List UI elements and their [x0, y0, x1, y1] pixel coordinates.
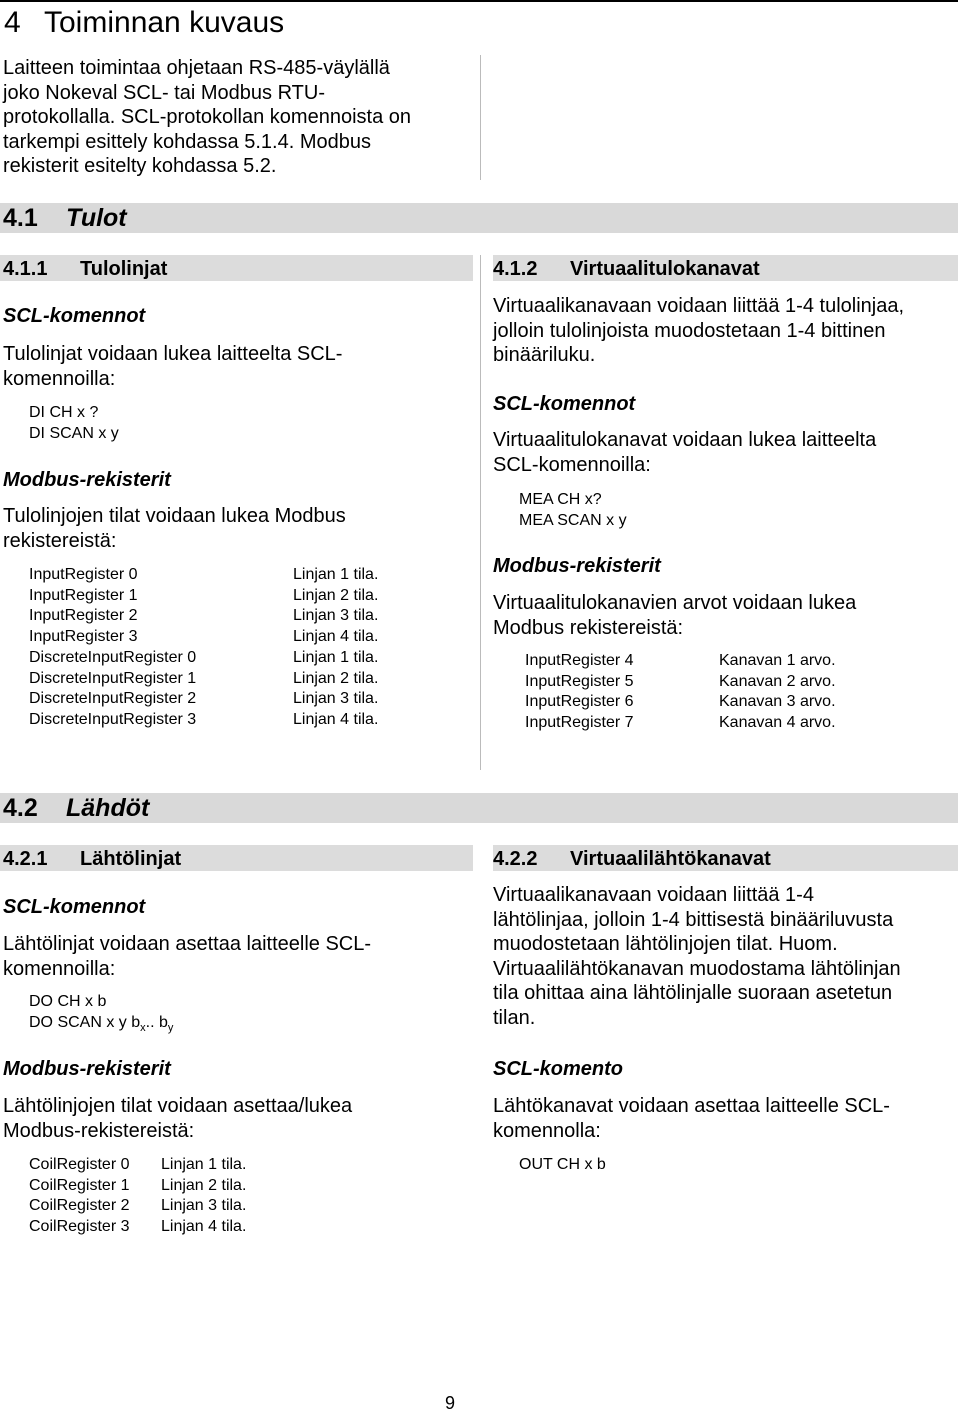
intro-line: tarkempi esittely kohdassa 5.1.4. Modbus [3, 130, 371, 153]
register-name: InputRegister 7 [525, 714, 634, 732]
text-line: komennoilla: [3, 957, 116, 980]
subsection-number: 4.1.1 [3, 258, 48, 280]
subsection-heading-4-1-1 [0, 255, 473, 281]
register-name: DiscreteInputRegister 3 [29, 710, 197, 728]
register-table [29, 565, 469, 735]
scl-command: DO CH x b [29, 993, 107, 1010]
register-name: InputRegister 2 [29, 607, 138, 625]
register-description: Kanavan 3 arvo. [719, 693, 836, 711]
register-name: CoilRegister 2 [29, 1197, 130, 1215]
scl-description [493, 428, 958, 477]
subscript: x [140, 1021, 146, 1034]
register-description: Linjan 3 tila. [293, 607, 379, 625]
subsection-title: Virtuaalitulokanavat [570, 258, 760, 280]
register-name: InputRegister 1 [29, 586, 138, 604]
register-name: InputRegister 3 [29, 628, 138, 646]
column-divider [480, 55, 481, 180]
text-line: lähtölinjaa, jolloin 1-4 bittisestä binääriluvusta [493, 908, 894, 931]
text-line: komennolla: [493, 1119, 601, 1142]
register-description: Linjan 1 tila. [293, 566, 379, 583]
intro-line: joko Nokeval SCL- tai Modbus RTU- [3, 81, 325, 104]
scl-command: MEA SCAN x y [519, 511, 627, 529]
register-description: Kanavan 2 arvo. [719, 672, 836, 690]
register-description: Linjan 3 tila. [161, 1197, 247, 1215]
scl-command: MEA CH x? [519, 491, 602, 508]
modbus-description [3, 504, 473, 553]
scl-description [3, 932, 473, 981]
text-line: Lähtölinjojen tilat voidaan asettaa/lukea [3, 1095, 353, 1117]
text-line: rekistereistä: [3, 529, 117, 552]
register-name: InputRegister 4 [525, 652, 634, 669]
section-title: Tulot [66, 204, 127, 232]
subsection-number: 4.1.2 [493, 258, 538, 280]
modbus-description [3, 1094, 473, 1143]
text-line: jolloin tulolinjoista muodostetaan 1-4 bittinen [493, 319, 886, 342]
text-line: Virtuaalikanavaan voidaan liittää 1-4 tulolinjaa, [493, 295, 905, 317]
text-line: binääriluku. [493, 344, 596, 366]
chapter-title: Toiminnan kuvaus [44, 6, 285, 39]
text-line: Lähtölinjat voidaan asettaa laitteelle SCL- [3, 933, 372, 955]
register-description: Linjan 2 tila. [161, 1176, 247, 1194]
scl-description [3, 342, 473, 391]
modbus-heading: Modbus-rekisterit [3, 1058, 171, 1080]
virtual-input-description [493, 294, 958, 368]
scl-command: DI SCAN x y [29, 424, 119, 442]
register-description: Linjan 1 tila. [293, 648, 379, 666]
register-name: CoilRegister 0 [29, 1156, 130, 1173]
register-description: Linjan 4 tila. [293, 628, 379, 646]
register-name: DiscreteInputRegister 0 [29, 648, 197, 666]
subsection-heading-4-2-1 [0, 845, 473, 871]
subscript: y [167, 1021, 174, 1034]
text-line: Lähtökanavat voidaan asettaa laitteelle SCL- [493, 1095, 890, 1117]
text-line: Tulolinjat voidaan lukea laitteelta SCL- [3, 343, 343, 365]
register-description: Linjan 3 tila. [293, 690, 379, 708]
section-heading-4-2 [0, 793, 958, 823]
register-description: Linjan 2 tila. [293, 586, 379, 604]
section-number: 4.2 [3, 794, 38, 822]
subsection-heading-4-2-2 [493, 845, 958, 871]
intro-line: rekisterit esitelty kohdassa 5.2. [3, 155, 277, 177]
subsection-heading-4-1-2 [493, 255, 958, 281]
virtual-output-description [493, 883, 958, 1030]
page-number: 9 [445, 1393, 456, 1413]
text-line: Modbus-rekistereistä: [3, 1119, 195, 1142]
subsection-number: 4.2.1 [3, 848, 48, 870]
section-title: Lähdöt [66, 794, 150, 822]
modbus-description [493, 591, 958, 640]
subsection-number: 4.2.2 [493, 848, 538, 870]
scl-heading: SCL-komento [493, 1058, 623, 1080]
scl-command-list [519, 1155, 606, 1176]
text-line: Modbus rekistereistä: [493, 616, 684, 639]
scl-command-list [29, 403, 119, 444]
register-description: Kanavan 4 arvo. [719, 714, 836, 732]
text-line: Virtuaalitulokanavien arvot voidaan lukea [493, 592, 857, 614]
text-line: Virtuaalilähtökanavan muodostama lähtölinjan [493, 957, 901, 980]
register-name: DiscreteInputRegister 1 [29, 669, 197, 687]
command-text: .. b [145, 1013, 168, 1031]
section-heading-4-1 [0, 203, 958, 233]
register-description: Linjan 1 tila. [161, 1156, 247, 1173]
scl-heading: SCL-komennot [493, 393, 636, 415]
text-line: tilan. [493, 1006, 536, 1029]
scl-command: DI CH x ? [29, 404, 99, 421]
section-number: 4.1 [3, 204, 38, 232]
scl-command-list [519, 490, 627, 531]
text-line: Virtuaalikanavaan voidaan liittää 1-4 [493, 884, 814, 906]
register-table [525, 651, 945, 737]
scl-description [493, 1094, 958, 1143]
modbus-heading: Modbus-rekisterit [493, 555, 661, 577]
register-table [29, 1155, 449, 1241]
text-line: tila ohittaa aina lähtölinjalle suoraan asetetun [493, 982, 893, 1004]
register-description: Linjan 2 tila. [293, 669, 379, 687]
register-description: Linjan 4 tila. [293, 710, 379, 728]
modbus-heading: Modbus-rekisterit [3, 469, 171, 491]
text-line: komennoilla: [3, 367, 116, 390]
subsection-title: Tulolinjat [80, 258, 168, 280]
chapter-heading [0, 0, 958, 40]
subsection-title: Lähtölinjat [80, 848, 182, 870]
register-name: InputRegister 5 [525, 672, 634, 690]
intro-line: protokollalla. SCL-protokollan komennoista on [3, 106, 412, 128]
intro-paragraph [3, 56, 473, 179]
column-divider [480, 255, 481, 770]
command-text: DO SCAN x y b [29, 1013, 141, 1031]
register-name: CoilRegister 3 [29, 1218, 130, 1236]
subsection-title: Virtuaalilähtökanavat [570, 848, 771, 870]
scl-heading: SCL-komennot [3, 305, 146, 327]
text-line: muodostetaan lähtölinjojen tilat. Huom. [493, 933, 838, 955]
register-name: InputRegister 0 [29, 566, 138, 583]
text-line: Virtuaalitulokanavat voidaan lukea laitteelta [493, 429, 877, 451]
scl-command [29, 1013, 173, 1039]
register-name: DiscreteInputRegister 2 [29, 690, 197, 708]
text-line: Tulolinjojen tilat voidaan lukea Modbus [3, 505, 346, 527]
intro-line: Laitteen toimintaa ohjetaan RS-485-väylällä [3, 57, 390, 79]
register-name: CoilRegister 1 [29, 1176, 130, 1194]
chapter-number: 4 [4, 6, 21, 39]
register-description: Linjan 4 tila. [161, 1218, 247, 1236]
scl-command: OUT CH x b [519, 1156, 606, 1173]
register-description: Kanavan 1 arvo. [719, 652, 836, 669]
register-name: InputRegister 6 [525, 693, 634, 711]
text-line: SCL-komennoilla: [493, 453, 651, 476]
scl-command-list [29, 992, 173, 1039]
scl-heading: SCL-komennot [3, 896, 146, 918]
